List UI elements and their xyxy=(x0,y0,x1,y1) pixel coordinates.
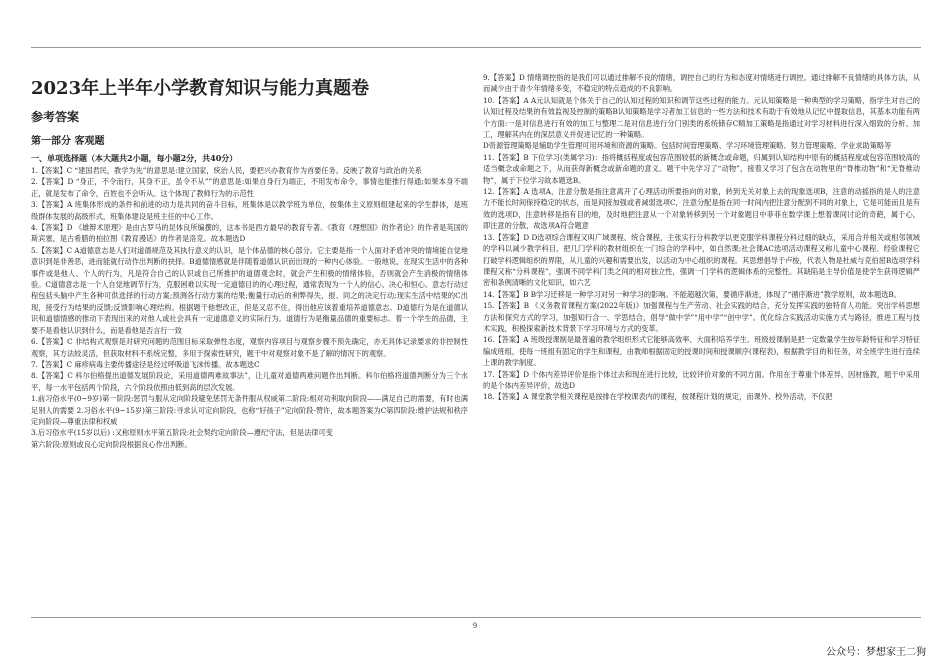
answer-paragraph: 12.【答案】A 选项A，注意分散是指注意离开了心理活动所要指向的对象，转到无关对象上去的现象选项B，注意的动摇指的是人的注意力不能长时间保持稳定的状态，而是间接加强或者减弱选项C，注意分配是指在同一时间内把注意分配到不同的对象上，它是可能而且是有效的选项D，注意转移是指有目的地，及时地把注意从一个对象转移到另一个对象题目中菲菲在数学课上想着课间讨论的奇葩，属于心，即注意的分散，故选项A符合题意 xyxy=(483,187,920,231)
answer-paragraph: 1.前习俗水平(0~9岁)第一阶段:惩罚与服从定向阶段避免惩罚无条件服从权威第二阶段:相对功利取向阶段——满足自己的需要，有时也满足别人的需要 2.习俗水平(9~15岁)第三阶段:寻求认可定向阶段，也称“好孩子”定向阶段-赞许，故本题答案为C第四阶段:维护法规和秩序定向阶段—尊重法律和权威 xyxy=(31,394,468,426)
answer-paragraph: 8.【答案】C 科尔伯格提出道德发展阶段论，采用道德两难故事法”，让儿童对道德两难问题作出判断。科尔伯格将道德判断分为三个水平，每一水平包括两个阶段，六个阶段依照由低到高的层次发展。 xyxy=(31,371,468,392)
footer-watermark: 公众号：梦想家王二狗 xyxy=(826,647,926,658)
answer-paragraph: 15.【答案】B 《义务教育课程方案(2022年版)》加强课程与生产劳动、社会实践的结合，充分发挥实践的独特育人功能。突出学科思想方法和探究方式的学习，加强知行合一、学思结合，倡导“做中学”“用中学”“创中学”。优化综合实践活动实施方式与路径，推进工程与技术实践，积极探索新技术背景下学习环境与方式的变革。 xyxy=(483,301,920,333)
right-column xyxy=(483,72,920,403)
answer-paragraph: 18.【答案】A 课堂教学相关课程是按排在学校课表内的课程，按课程计划的规定，而课外、校外活动，不仅把 xyxy=(483,392,833,402)
top-rule xyxy=(31,47,921,48)
answer-paragraph: 7.【答案】C 麻疹病毒主要传播途径是经过呼吸道飞沫传播。故本题选C xyxy=(31,359,260,369)
page-title: 2023年上半年小学教育知识与能力真题卷 xyxy=(31,78,370,99)
section-heading: 一、单项选择题（本大题共2小题，每小题2分，共40分） xyxy=(31,153,238,163)
answer-paragraph: 6.【答案】C 非结构式观察是对研究问题的范围目标采取弹性态度，观察内容项目与观察步骤不预先确定，亦无具体记录要求的非控制性观察，其方法较灵活，但获取材料不系统完整，多用于探索性研究，题干中对观察对象不是了解的情况下的观察。 xyxy=(31,337,468,358)
answer-paragraph: D资源管理策略是辅助学生管理可用环境和资源的策略。包括时间管理策略、学习环境管理策略、努力管理策略、学业求助策略等 xyxy=(483,141,892,151)
page-number: 9 xyxy=(472,622,478,630)
answer-paragraph: 1.【答案】C “建国君民，教学为先”的意思是:建立国家，统治人民，要把兴办教育作为首要任务。反映了教育与政治的关系 xyxy=(31,166,422,175)
answer-paragraph: 5.【答案】C A道德意志是人们对道德规范及其执行意义的认识，是个体品德的核心部分。它主要是指一个人面对矛盾冲突的情境能自觉地意识到是非善恶，进而能就行动作出判断的抉择。B道德情感就是伴随着道德认识而出现的一种内心体验。一般地说，在现实生活中的各种事件或是他人、个人的行为，凡是符合自己的认识或自己所推护的道德观念时，就会产生积极的情绪体验，否则就会产生消极的情绪体验。C道德意志是一个人自觉地调节行为，克服困难以实现一定道德目的的心理过程，通常表现为一个人的信心、决心和恒心。意志行动过程包括头脑中产生各种可供选择的行动方案;预测各行动方案的结果;衡量行动后的利弊得失，报、同之的决定行动;现实生活中结果的C出现，接受行为结果的反馈;反馈影响心理结构。根据题干他想改正，但是又忍不住，得出他应该着重培养道德意志。D道德行为是在道德认识和道德情感的推动下表现出来的对他人或社会具有一定道德意义的实际行为。道德行为是衡量品德的重要标志。着一个学生的品德，主要不是看他认识到什么，而是看他是否言行一致 xyxy=(31,245,468,335)
answer-paragraph: 4.【答案】D 《雄辩术原理》是由古罗马的昆体良所编撰的，这本书是西方最早的教育专著。《教育《理想国》的作者论》的作者是英国的斯宾塞，是古希腊的柏拉图《教育漫话》的作者是洛克。故本题选D xyxy=(31,223,468,244)
answer-paragraph: 2.【答案】D “身正，不令而行，其身不正，虽令不从””的意思是:如果自身行为端正，不用发布命令，事情也能推行得通;如果本身不端正，就是发布了命令，百姓也不会听从。这个体现了教师行为的示范性 xyxy=(31,177,468,198)
answer-subtitle: 参考答案 xyxy=(31,110,80,124)
answer-paragraph: 9.【答案】D 情绪调控指的是我们可以通过排解不良的情绪，调控自己的行为和态度对情绪进行调控。通过排解不良情绪的具体方法，从而减少由于青少年情绪多变，不稳定的特点造成的不良影响。 xyxy=(483,73,920,94)
answer-paragraph: 17.【答案】D 个体内差异评价是指个体过去和现在进行比较，比较评价对象的不同方面。作用在于尊重个体差异，因材施教，题干中采用的是个体内差异评价，故选D xyxy=(483,369,920,390)
left-column xyxy=(31,72,468,450)
answer-paragraph: 11.【答案】B 下位学习(类属学习)：指将概括程度或包容范围较低的新概念或命题，归属到认知结构中原有的概括程度或包容范围较高的适当概念或命题之下，从而获得新概念或新命题的意义。题干中先学习了“动物”，接着又学习了包含在动物里的“脊椎动物”和“无脊椎动物”，属于下位学习故本题选B。 xyxy=(483,152,920,185)
answer-paragraph: 第六阶段:原则或良心定向阶段根据良心作出判断。 xyxy=(31,439,192,449)
answer-paragraph: 10.【答案】A A元认知就是个体关于自己的认知过程的知识和调节这些过程的能力。元认知策略是一种典型的学习策略，指学生对自己的认知过程及结果的有效监视及控制的策略B认知策略是学习者加工信息的一些方法和技术有助于有效地从记忆中提取信息，其基本功能有两个方面:一是对信息进行有效的加工与整理二是对信息进行分门别类的系统储存C精加工策略是指通过对学习材料进行深入细致的分析、加工，理解其内在的深层意义并促进记忆的一种策略。 xyxy=(483,95,920,140)
part-heading: 第一部分 客观题 xyxy=(31,136,105,147)
answer-paragraph: 16.【答案】A 班级授课制是最普遍的教学组织形式它能够高效率、大面积培养学生。班级授课制是把一定数量学生按年龄特征和学习特征编成班组，使每一班组有固定的学生和课程，由教师根据固定的授课时间和授课顺序(课程表)，根据教学目的和任务，对全班学生进行连续上课的教学制度。 xyxy=(483,335,920,368)
bottom-rule xyxy=(31,617,921,618)
answer-paragraph: 13.【答案】D D选项综合课程又叫广域课程、统合课程，主张实行分科教学以更克服学科课程分科过细的缺点，采用合并相关或相邻领域的学科以减少教学科目，把几门学科的教材组织在一门综合的学科中，如自然课;社会课AC选项活动课程又称儿童中心课程、经验课程它打破学科逻辑组织的界限，从儿童的兴趣和需要出发，以活动为中心组织的课程。其思想倡导于卢梭，代表人物是杜威与克伯屈B选项学科课程又称“分科课程”，强调不同学科门类之间的相对独立性，强调一门学科的逻辑体系的完整性。其缺陷是主导价值是使学生获得逻辑严密和条例清晰的文化知识，如六艺 xyxy=(483,232,920,288)
answer-paragraph: 3.后习俗水平(15岁以后) :又称原则水平第五阶段:社会契约定向阶段—遵纪守法，但是法律可变 xyxy=(31,428,333,438)
answer-paragraph: 3.【答案】A 班集体形成的条件和前进的动力是共同的奋斗目标，班集体是以教学班为单位，按集体主义原则组建起来的学生群体，是班级群体发展的高级形式，班集体建设是班主任的中心工作。 xyxy=(31,200,468,221)
answer-paragraph: 14.【答案】B B学习迁移是一种学习对另一种学习的影响。不能超越次第，要循序渐进，体现了“循序渐进”教学原则，故本题选B。 xyxy=(483,289,901,299)
